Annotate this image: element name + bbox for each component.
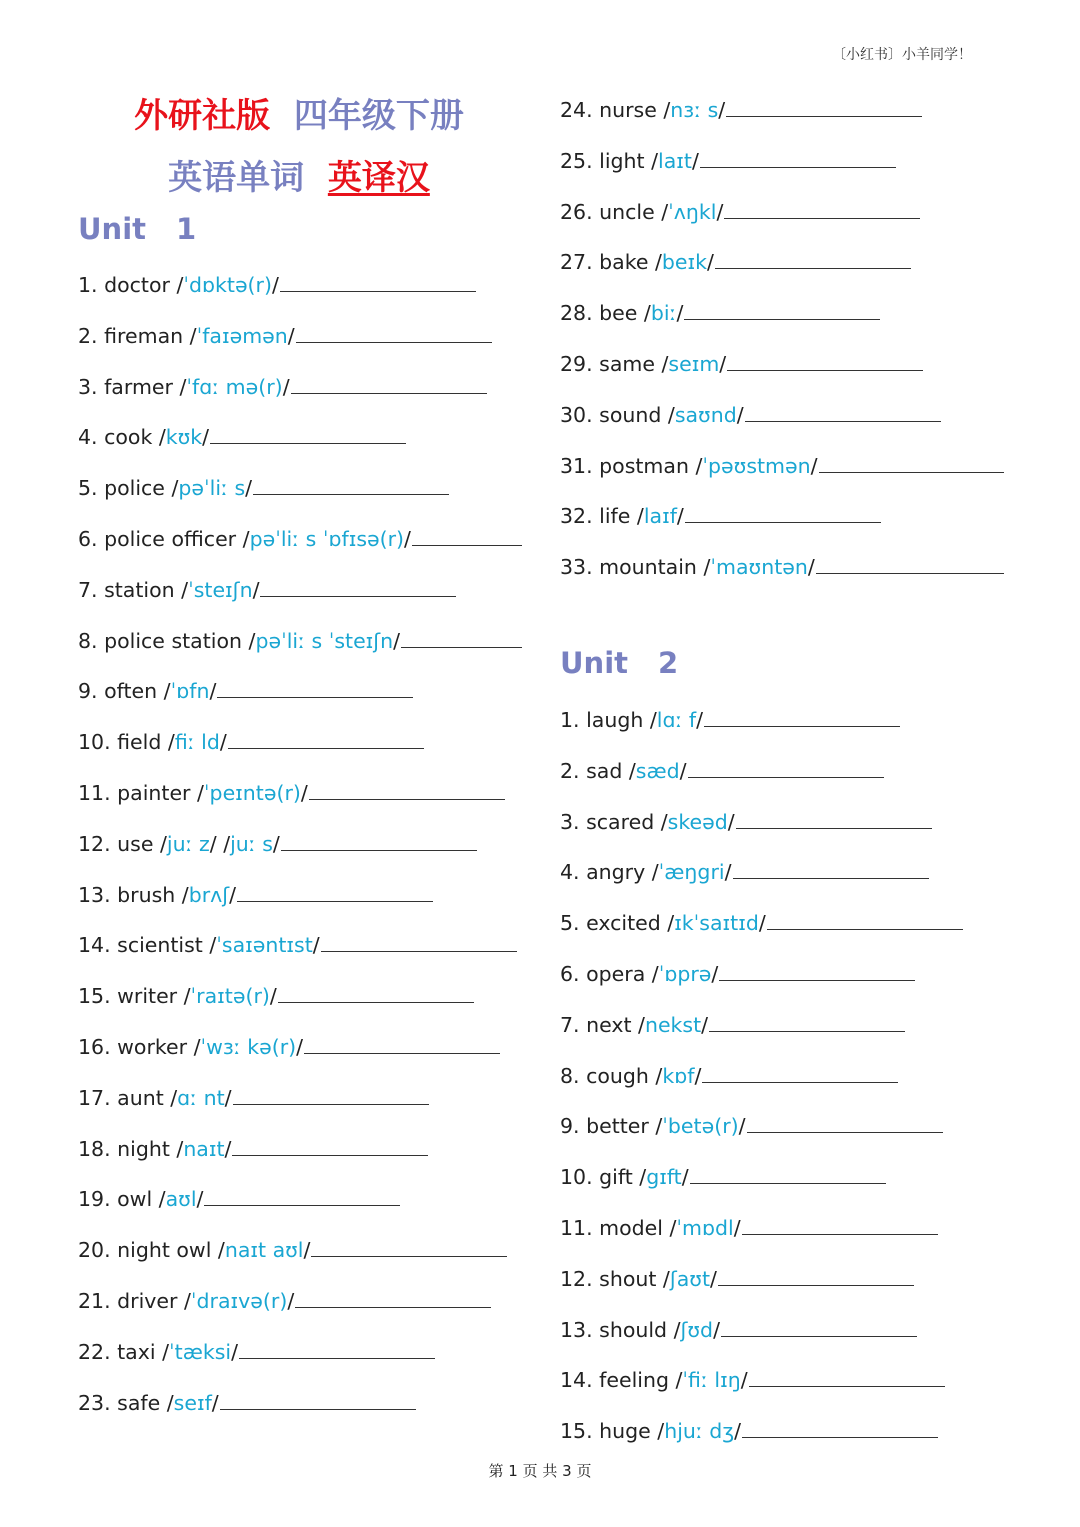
word-number: 22. — [78, 1339, 111, 1364]
answer-blank[interactable] — [721, 1336, 917, 1337]
phonetic-transcription: ɑː nt — [177, 1085, 225, 1110]
word-number: 7. — [560, 1012, 580, 1037]
phonetic-transcription: sæd — [635, 758, 680, 783]
answer-blank[interactable] — [304, 1053, 500, 1054]
answer-blank[interactable] — [321, 951, 517, 952]
word-number: 19. — [78, 1187, 111, 1212]
word-entry: 1. doctor /ˈdɒktə(r)/ — [78, 267, 522, 318]
english-word: cook — [104, 425, 153, 450]
english-word: brush — [117, 882, 176, 907]
answer-blank[interactable] — [724, 218, 920, 219]
phonetic-transcription: ˈsteɪʃn — [188, 577, 253, 602]
phonetic-transcription: nɜː s — [670, 98, 719, 122]
word-number: 15. — [560, 1419, 593, 1444]
word-entry: 1. laugh /lɑː f/ — [560, 702, 963, 753]
answer-blank[interactable] — [704, 726, 900, 727]
phonetic-transcription: kʊk — [165, 425, 203, 450]
english-word: laugh — [586, 708, 644, 732]
english-word: station — [104, 577, 175, 602]
phonetic-transcription-alt: juː s — [230, 831, 273, 856]
english-word: bake — [599, 250, 649, 275]
answer-blank[interactable] — [237, 901, 433, 902]
phonetic-transcription: ˈwɜː kə(r) — [200, 1034, 297, 1059]
word-entry: 7. next /nekst/ — [560, 1007, 963, 1058]
word-number: 14. — [78, 933, 111, 958]
word-number: 12. — [560, 1266, 593, 1291]
word-entry: 14. scientist /ˈsaɪəntɪst/ — [78, 927, 522, 978]
word-number: 4. — [78, 425, 98, 450]
answer-blank[interactable] — [220, 1409, 416, 1410]
answer-blank[interactable] — [690, 1183, 886, 1184]
phonetic-transcription: juː z — [166, 831, 210, 856]
english-word: police — [104, 476, 165, 501]
phonetic-transcription: ʃaʊt — [669, 1266, 710, 1291]
english-word: night — [117, 1136, 170, 1161]
phonetic-transcription: ˈfɑː mə(r) — [186, 374, 283, 399]
phonetic-transcription: ˈbetə(r) — [662, 1114, 739, 1139]
word-entry: 6. police officer /pəˈliː s ˈɒfɪsə(r)/ — [78, 521, 522, 572]
word-entry: 32. life /laɪf/ — [560, 498, 1004, 549]
word-entry: 11. painter /ˈpeɪntə(r)/ — [78, 775, 522, 826]
answer-blank[interactable] — [401, 647, 522, 648]
answer-blank[interactable] — [278, 1002, 474, 1003]
unit-2-word-list — [560, 702, 963, 1464]
word-number: 16. — [78, 1034, 111, 1059]
word-entry: 3. farmer /ˈfɑː mə(r)/ — [78, 369, 522, 420]
phonetic-transcription: seɪm — [668, 351, 720, 376]
word-number: 27. — [560, 250, 593, 275]
word-number: 23. — [78, 1390, 111, 1415]
word-number: 29. — [560, 351, 593, 376]
word-entry: 18. night /naɪt/ — [78, 1131, 522, 1182]
word-entry: 9. better /ˈbetə(r)/ — [560, 1108, 963, 1159]
word-number: 18. — [78, 1136, 111, 1161]
title-line-2 — [0, 150, 598, 199]
english-word: excited — [586, 911, 661, 936]
english-word: taxi — [117, 1339, 156, 1364]
word-number: 5. — [560, 911, 580, 936]
english-word: police officer — [104, 526, 237, 551]
phonetic-transcription: pəˈliː s — [178, 476, 246, 501]
word-number: 21. — [78, 1288, 111, 1313]
word-number: 30. — [560, 402, 593, 427]
word-number: 3. — [560, 809, 580, 834]
english-word: fireman — [104, 323, 184, 348]
word-number: 10. — [78, 730, 111, 755]
phonetic-transcription: biː — [650, 301, 677, 326]
word-entry: 2. fireman /ˈfaɪəmən/ — [78, 318, 522, 369]
english-word: worker — [117, 1034, 188, 1059]
title-subject: 英语单词 — [168, 158, 305, 198]
word-entry: 11. model /ˈmɒdl/ — [560, 1210, 963, 1261]
english-word: should — [599, 1317, 668, 1342]
answer-blank[interactable] — [742, 1437, 938, 1438]
word-number: 1. — [560, 708, 580, 732]
phonetic-transcription: nekst — [644, 1012, 702, 1037]
word-entry: 8. police station /pəˈliː s ˈsteɪʃn/ — [78, 623, 522, 674]
answer-blank[interactable] — [715, 268, 911, 269]
english-word: feeling — [599, 1368, 669, 1393]
word-entry: 13. brush /brʌʃ/ — [78, 877, 522, 928]
word-entry: 30. sound /saʊnd/ — [560, 397, 1004, 448]
word-entry: 2. sad /sæd/ — [560, 753, 963, 804]
answer-blank[interactable] — [702, 1082, 898, 1083]
unit-2-heading — [560, 646, 678, 680]
phonetic-transcription: ˈmɒdl — [676, 1215, 734, 1240]
word-number: 24. — [560, 98, 593, 122]
word-entry: 4. cook /kʊk/ — [78, 419, 522, 470]
word-number: 1. — [78, 273, 98, 297]
phonetic-transcription: skeəd — [667, 809, 728, 834]
phonetic-transcription: saʊnd — [674, 402, 737, 427]
english-word: use — [117, 831, 154, 856]
word-number: 12. — [78, 831, 111, 856]
phonetic-transcription: naɪt — [183, 1136, 225, 1161]
word-entry: 26. uncle /ˈʌŋkl/ — [560, 194, 1004, 245]
phonetic-transcription: pəˈliː s ˈsteɪʃn — [255, 628, 394, 653]
word-entry: 13. should /ʃʊd/ — [560, 1312, 963, 1363]
unit-2-number: 2 — [658, 646, 679, 680]
word-entry: 17. aunt /ɑː nt/ — [78, 1080, 522, 1131]
english-word: farmer — [104, 374, 173, 399]
phonetic-transcription: beɪk — [661, 250, 708, 275]
english-word: next — [586, 1012, 632, 1037]
phonetic-transcription: ˈfaɪəmən — [196, 323, 288, 348]
answer-blank[interactable] — [816, 573, 1004, 574]
phonetic-transcription: laɪt — [658, 148, 692, 173]
unit-1-number: 1 — [176, 212, 197, 246]
phonetic-transcription: aʊl — [165, 1187, 197, 1212]
phonetic-transcription: ˈraɪtə(r) — [190, 984, 270, 1009]
english-word: nurse — [599, 98, 657, 122]
word-number: 20. — [78, 1238, 111, 1263]
phonetic-transcription: brʌʃ — [188, 882, 230, 907]
english-word: writer — [117, 984, 178, 1009]
answer-blank[interactable] — [726, 116, 922, 117]
word-number: 14. — [560, 1368, 593, 1393]
english-word: bee — [599, 301, 638, 326]
word-number: 31. — [560, 453, 593, 478]
phonetic-transcription: lɑː f — [656, 708, 697, 732]
phonetic-transcription: pəˈliː s ˈɒfɪsə(r) — [249, 526, 405, 551]
unit-1-word-list-right — [560, 92, 1004, 600]
title-grade: 四年级下册 — [293, 96, 464, 136]
english-word: police station — [104, 628, 242, 653]
phonetic-transcription: ˈsaɪəntɪst — [216, 933, 313, 958]
word-number: 11. — [560, 1215, 593, 1240]
word-entry: 7. station /ˈsteɪʃn/ — [78, 572, 522, 623]
answer-blank[interactable] — [309, 799, 505, 800]
phonetic-transcription: ˈdɒktə(r) — [183, 273, 272, 297]
answer-blank[interactable] — [747, 1132, 943, 1133]
answer-blank[interactable] — [719, 980, 915, 981]
english-word: safe — [117, 1390, 161, 1415]
phonetic-transcription: ˈpeɪntə(r) — [203, 780, 301, 805]
phonetic-transcription: ˈæŋgri — [658, 860, 725, 885]
english-word: uncle — [599, 199, 655, 224]
answer-blank[interactable] — [412, 545, 522, 546]
phonetic-transcription: fiː ld — [174, 730, 220, 755]
word-number: 9. — [560, 1114, 580, 1139]
phonetic-transcription: laɪf — [643, 504, 677, 529]
word-entry: 15. huge /hjuː dʒ/ — [560, 1413, 963, 1464]
word-entry: 23. safe /seɪf/ — [78, 1385, 522, 1436]
word-number: 26. — [560, 199, 593, 224]
word-number: 8. — [560, 1063, 580, 1088]
word-entry: 10. gift /gɪft/ — [560, 1159, 963, 1210]
answer-blank[interactable] — [239, 1358, 435, 1359]
english-word: huge — [599, 1419, 651, 1444]
english-word: sad — [586, 758, 623, 783]
english-word: mountain — [599, 555, 697, 580]
phonetic-transcription: ˈfiː lɪŋ — [682, 1368, 741, 1393]
answer-blank[interactable] — [204, 1205, 400, 1206]
answer-blank[interactable] — [228, 748, 424, 749]
answer-blank[interactable] — [291, 393, 487, 394]
watermark-text: 〔小红书〕小羊同学！ — [832, 47, 972, 63]
english-word: same — [599, 351, 655, 376]
word-entry: 14. feeling /ˈfiː lɪŋ/ — [560, 1362, 963, 1413]
phonetic-transcription: kɒf — [662, 1063, 695, 1088]
unit-2-label: Unit — [560, 646, 628, 680]
phonetic-transcription: ɪkˈsaɪtɪd — [674, 911, 759, 936]
word-entry: 15. writer /ˈraɪtə(r)/ — [78, 978, 522, 1029]
word-entry: 29. same /seɪm/ — [560, 346, 1004, 397]
english-word: scared — [586, 809, 655, 834]
word-entry: 33. mountain /ˈmaʊntən/ — [560, 549, 1004, 600]
answer-blank[interactable] — [767, 929, 963, 930]
word-number: 17. — [78, 1085, 111, 1110]
word-number: 2. — [560, 758, 580, 783]
word-number: 32. — [560, 504, 593, 529]
word-number: 7. — [78, 577, 98, 602]
word-number: 4. — [560, 860, 580, 885]
unit-1-label: Unit — [78, 212, 146, 246]
phonetic-transcription: ˈɒprə — [658, 961, 712, 986]
word-entry: 6. opera /ˈɒprə/ — [560, 956, 963, 1007]
english-word: driver — [117, 1288, 178, 1313]
phonetic-transcription: ˈpəʊstmən — [702, 453, 811, 478]
answer-blank[interactable] — [733, 878, 929, 879]
word-entry: 20. night owl /naɪt aʊl/ — [78, 1232, 522, 1283]
answer-blank[interactable] — [295, 1307, 491, 1308]
answer-blank[interactable] — [819, 472, 1004, 473]
word-entry: 16. worker /ˈwɜː kə(r)/ — [78, 1029, 522, 1080]
phonetic-transcription: seɪf — [173, 1390, 212, 1415]
word-entry: 10. field /fiː ld/ — [78, 724, 522, 775]
answer-blank[interactable] — [232, 1155, 428, 1156]
phonetic-transcription: ˈdraɪvə(r) — [190, 1288, 288, 1313]
phonetic-transcription: ˈɒfn — [170, 679, 210, 704]
word-entry: 3. scared /skeəd/ — [560, 804, 963, 855]
title-line-1 — [0, 88, 598, 137]
word-entry: 21. driver /ˈdraɪvə(r)/ — [78, 1283, 522, 1334]
answer-blank[interactable] — [700, 167, 896, 168]
phonetic-transcription: hjuː dʒ — [664, 1419, 735, 1444]
english-word: owl — [117, 1187, 153, 1212]
english-word: shout — [599, 1266, 657, 1291]
unit-1-heading — [78, 212, 196, 246]
word-number: 2. — [78, 323, 98, 348]
word-number: 13. — [560, 1317, 593, 1342]
word-entry: 24. nurse /nɜː s/ — [560, 92, 1004, 143]
english-word: better — [586, 1114, 649, 1139]
phonetic-transcription: gɪft — [646, 1165, 682, 1190]
phonetic-transcription: naɪt aʊl — [224, 1238, 304, 1263]
english-word: field — [117, 730, 162, 755]
english-word: gift — [599, 1165, 633, 1190]
answer-blank[interactable] — [709, 1031, 905, 1032]
english-word: scientist — [117, 933, 203, 958]
english-word: light — [599, 148, 645, 173]
word-entry: 22. taxi /ˈtæksi/ — [78, 1334, 522, 1385]
word-number: 28. — [560, 301, 593, 326]
answer-blank[interactable] — [718, 1285, 914, 1286]
english-word: life — [599, 504, 631, 529]
word-number: 10. — [560, 1165, 593, 1190]
answer-blank[interactable] — [253, 494, 449, 495]
phonetic-transcription: ˈmaʊntən — [710, 555, 808, 580]
word-entry: 5. excited /ɪkˈsaɪtɪd/ — [560, 905, 963, 956]
word-entry: 28. bee /biː/ — [560, 295, 1004, 346]
answer-blank[interactable] — [684, 319, 880, 320]
answer-blank[interactable] — [280, 291, 476, 292]
answer-blank[interactable] — [727, 370, 923, 371]
word-number: 3. — [78, 374, 98, 399]
word-entry: 12. shout /ʃaʊt/ — [560, 1261, 963, 1312]
answer-blank[interactable] — [217, 697, 413, 698]
word-entry: 31. postman /ˈpəʊstmən/ — [560, 448, 1004, 499]
english-word: night owl — [117, 1238, 212, 1263]
english-word: model — [599, 1215, 663, 1240]
answer-blank[interactable] — [281, 850, 477, 851]
english-word: cough — [586, 1063, 649, 1088]
answer-blank[interactable] — [685, 522, 881, 523]
title-mode: 英译汉 — [327, 158, 430, 198]
unit-1-word-list-left — [78, 267, 522, 1435]
english-word: often — [104, 679, 158, 704]
english-word: postman — [599, 453, 689, 478]
answer-blank[interactable] — [311, 1256, 507, 1257]
word-number: 25. — [560, 148, 593, 173]
answer-blank[interactable] — [233, 1104, 429, 1105]
word-number: 6. — [560, 961, 580, 986]
answer-blank[interactable] — [745, 421, 941, 422]
answer-blank[interactable] — [296, 342, 492, 343]
word-number: 13. — [78, 882, 111, 907]
phonetic-transcription: ˈʌŋkl — [668, 199, 717, 224]
word-number: 8. — [78, 628, 98, 653]
word-number: 11. — [78, 780, 111, 805]
word-entry: 4. angry /ˈæŋgri/ — [560, 854, 963, 905]
word-entry: 9. often /ˈɒfn/ — [78, 673, 522, 724]
title-publisher: 外研社版 — [134, 96, 271, 136]
word-number: 9. — [78, 679, 98, 704]
english-word: doctor — [104, 273, 170, 297]
word-entry: 19. owl /aʊl/ — [78, 1181, 522, 1232]
word-entry: 8. cough /kɒf/ — [560, 1058, 963, 1109]
word-number: 6. — [78, 526, 98, 551]
word-entry: 5. police /pəˈliː s/ — [78, 470, 522, 521]
word-number: 15. — [78, 984, 111, 1009]
answer-blank[interactable] — [260, 596, 456, 597]
page-footer: 第 1 页 共 3 页 — [488, 1462, 592, 1480]
answer-blank[interactable] — [749, 1386, 945, 1387]
word-entry: 27. bake /beɪk/ — [560, 244, 1004, 295]
answer-blank[interactable] — [736, 828, 932, 829]
answer-blank[interactable] — [688, 777, 884, 778]
phonetic-transcription: ˈtæksi — [169, 1339, 232, 1364]
english-word: angry — [586, 860, 646, 885]
answer-blank[interactable] — [742, 1234, 938, 1235]
answer-blank[interactable] — [210, 443, 406, 444]
word-number: 5. — [78, 476, 98, 501]
word-entry: 12. use /juː z/ /juː s/ — [78, 826, 522, 877]
english-word: opera — [586, 961, 646, 986]
english-word: aunt — [117, 1085, 164, 1110]
phonetic-transcription: ʃʊd — [680, 1317, 714, 1342]
word-entry: 25. light /laɪt/ — [560, 143, 1004, 194]
english-word: painter — [117, 780, 191, 805]
english-word: sound — [599, 402, 662, 427]
word-number: 33. — [560, 555, 593, 580]
